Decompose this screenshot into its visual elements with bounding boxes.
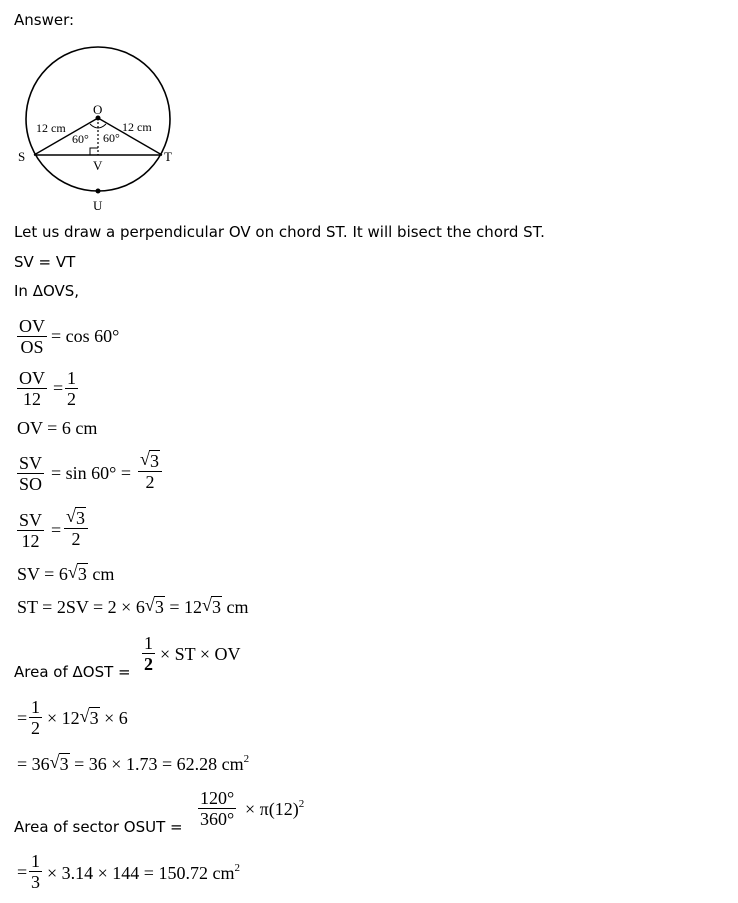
sqrt-symbol: √ 3 [201,595,221,617]
area-sector-label: Area of sector OSUT = [14,818,183,836]
exponent: 2 [243,753,250,765]
fraction-denominator: OS [17,336,47,357]
fraction-denominator: 12 [17,530,44,551]
fraction-one-half [65,368,78,409]
area-step-two [17,753,249,775]
fraction-numerator: SV [19,510,43,530]
area-step-middle: × 12 [47,708,80,728]
equals-sign: = [17,708,28,728]
fraction-numerator [138,451,162,471]
st-unit: cm [221,597,249,617]
equals-sign: = [53,378,64,398]
fraction-one-third [29,851,42,892]
sqrt-symbol: √ 3 [79,706,99,728]
final-result [47,862,240,884]
fraction-numerator: 1 [144,633,153,653]
fraction-denominator: SO [19,474,43,494]
fraction-one-half [142,633,155,674]
in-triangle-ovs: In ΔOVS, [14,282,80,300]
fraction-ov-os [17,316,47,357]
point-u [96,189,101,194]
sv-result [17,564,114,585]
equals-sign: = [51,520,62,540]
fraction-denominator: 2 [64,528,88,549]
label-left-radius: 12 cm [36,121,66,135]
fraction-numerator: SV [19,453,43,473]
label-v: V [93,158,103,173]
label-t: T [164,149,172,164]
fraction-denominator: 2 [67,389,76,409]
label-right-angle: 60° [103,131,120,145]
sqrt-symbol: √ 3 [67,562,87,584]
fraction-numerator: OV [19,368,45,388]
area-step-two-prefix: = 36 [17,754,50,774]
fraction-root3-over-2 [138,451,162,492]
fraction-denominator: 2 [144,654,153,674]
sv-equals-vt: SV = VT [14,253,76,271]
sqrt-symbol: √ 3 [49,752,69,774]
sv-unit: cm [87,564,115,584]
fraction-numerator: OV [19,316,45,336]
area-ost-expression: × ST × OV [160,644,241,664]
answer-heading: Answer: [14,11,75,29]
fraction-root3-over-2 [64,508,88,549]
fraction-sv-so [17,453,44,494]
sector-expression [245,798,304,820]
st-middle: = 12 [164,597,202,617]
label-left-angle: 60° [72,132,89,146]
fraction-120-360 [198,788,236,829]
area-step-two-result: = 36 × 1.73 = 62.28 cm [69,754,244,774]
cos-60-expression: = cos 60° [51,326,120,346]
fraction-denominator: 2 [138,471,162,492]
fraction-numerator: 1 [31,697,40,717]
sqrt-symbol: √ 3 [66,506,85,528]
area-step-post: × 6 [99,708,128,728]
sv-prefix: SV = 6 [17,564,68,584]
right-angle-mark [90,148,98,155]
fraction-one-half [29,697,42,738]
fraction-denominator: 12 [17,388,47,409]
fraction-numerator: 1 [31,851,40,871]
fraction-denominator: 360° [200,809,235,829]
exponent: 2 [234,862,240,874]
label-o: O [93,102,103,117]
st-prefix: ST = 2SV = 2 × 6 [17,597,145,617]
fraction-numerator: 120° [200,788,235,808]
sin-60-expression: = sin 60° = [51,463,132,483]
final-result-text: × 3.14 × 144 = 150.72 cm [47,863,235,883]
intro-line: Let us draw a perpendicular OV on chord ST. It will bisect the chord ST. [14,223,545,241]
label-right-radius: 12 cm [122,120,152,134]
exponent: 2 [298,798,305,810]
equals-sign: = [17,862,28,882]
fraction-denominator: 2 [31,718,40,738]
sector-rhs: × π(12) [245,799,299,819]
circle-diagram [14,44,194,219]
area-step-one [47,708,128,729]
label-s: S [18,149,26,164]
sqrt-symbol: √ 3 [140,449,159,471]
label-u: U [93,198,103,213]
fraction-denominator: 3 [31,872,40,892]
fraction-numerator [64,508,88,528]
sqrt-symbol: √ 3 [144,595,164,617]
st-result [17,597,248,618]
fraction-ov-12 [17,368,47,409]
ov-result: OV = 6 cm [17,418,98,438]
area-ost-label: Area of ΔOST = [14,663,131,681]
fraction-sv-12 [17,510,44,551]
fraction-numerator: 1 [67,368,76,388]
